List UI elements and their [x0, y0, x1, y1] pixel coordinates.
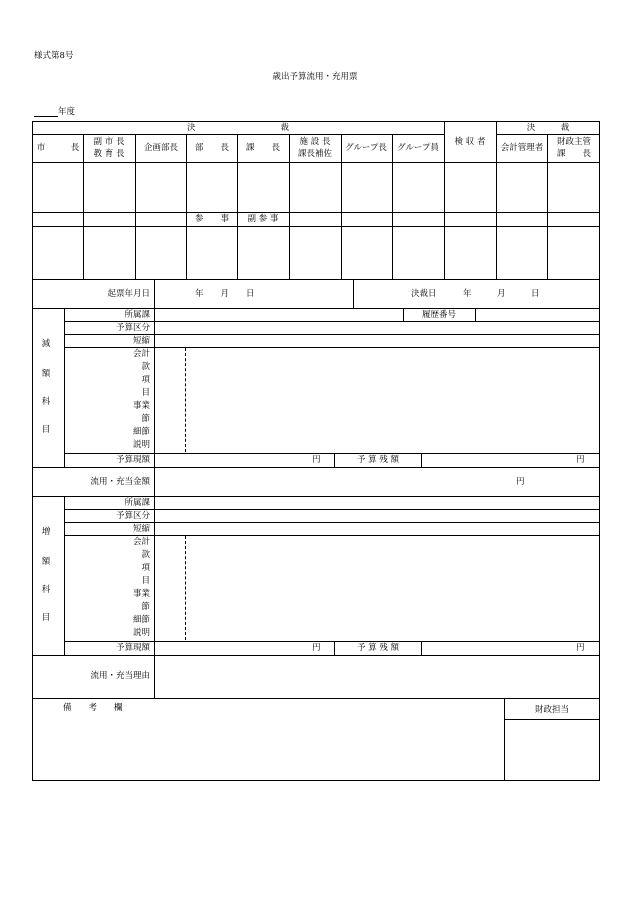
- kihyou-date: 年 月 日: [195, 289, 255, 299]
- decrease-label-4: 目: [41, 425, 51, 435]
- increase-label-3: 科: [41, 585, 51, 595]
- approver-group-chou: グループ長: [345, 143, 387, 153]
- dec-item-setsu: 節: [141, 414, 150, 424]
- inc-zangaku-label: 予 算 残 額: [356, 643, 400, 653]
- zaisei-label: 財政主管: [556, 137, 592, 147]
- form-title: 歳出予算流用・充用票: [272, 72, 358, 82]
- remarks-label: 備 考 欄: [63, 703, 123, 713]
- dec-yen-2: 円: [576, 455, 585, 465]
- transfer-yen: 円: [516, 477, 525, 487]
- kyouikuchou-label: 教 育 長: [93, 149, 125, 159]
- form-number: 様式第8号: [34, 51, 74, 61]
- fukushichou-label: 副 市 長: [93, 137, 125, 147]
- reason-label: 流用・充当理由: [90, 671, 150, 681]
- inc-tanshuku-label: 短縮: [132, 524, 150, 534]
- approver-kaikei: 会計管理者: [500, 143, 544, 153]
- increase-label-1: 増: [41, 527, 51, 537]
- inc-item-setsu: 節: [141, 602, 150, 612]
- inc-shozoku-label: 所属課: [124, 498, 150, 508]
- approver-kikaku-buchou: 企画部長: [143, 143, 179, 153]
- dec-genkai-label: 予算現額: [115, 455, 150, 465]
- dec-yen-1: 円: [312, 455, 321, 465]
- approver-group-in: グループ員: [397, 143, 439, 153]
- approver-fukusanji: 副 参 事: [247, 214, 279, 224]
- approver-fukushichou: [94, 136, 125, 160]
- dec-tanshuku-label: 短縮: [132, 336, 150, 346]
- dec-item-kan: 款: [141, 362, 150, 372]
- dec-item-saisetsu: 細節: [132, 427, 150, 437]
- increase-label-4: 目: [41, 613, 51, 623]
- transfer-amount-label: 流用・充当金額: [90, 477, 150, 487]
- dec-item-moku: 目: [141, 388, 150, 398]
- kessai-date: 年 月 日: [463, 289, 540, 299]
- dec-item-jigyou: 事業: [132, 401, 150, 411]
- approver-shisetsu: [298, 136, 332, 160]
- dec-zangaku-label: 予 算 残 額: [356, 455, 400, 465]
- dec-item-kou: 項: [141, 375, 150, 385]
- zaisei-kachou-label: 課 長: [556, 149, 592, 159]
- inc-item-moku: 目: [141, 576, 150, 586]
- inc-item-jigyou: 事業: [132, 589, 150, 599]
- dec-item-kaikei: 会計: [132, 349, 150, 359]
- inc-item-saisetsu: 細節: [132, 615, 150, 625]
- inc-yen-2: 円: [576, 643, 585, 653]
- fiscal-year-label: 年度: [58, 107, 76, 117]
- kachouhosa-label: 課長補佐: [297, 149, 333, 159]
- kessai-date-label: 決裁日: [411, 289, 437, 299]
- approver-buchou: 部 長: [194, 143, 230, 153]
- inc-yosan-kubun-label: 予算区分: [115, 511, 150, 521]
- inc-genkai-label: 予算現額: [115, 643, 150, 653]
- shisetsuchou-label: 施 設 長: [299, 137, 331, 147]
- approver-kachou: 課 長: [245, 143, 281, 153]
- kihyou-label: 起票年月日: [107, 289, 150, 299]
- kessai-header-left: 決 裁: [186, 123, 290, 133]
- decrease-label-3: 科: [41, 397, 51, 407]
- year-underline: [34, 116, 58, 117]
- decrease-label-2: 額: [41, 369, 51, 379]
- approver-kenshu: 検 収 者: [454, 137, 486, 147]
- inc-item-kaikei: 会計: [132, 537, 150, 547]
- dec-yosan-kubun-label: 予算区分: [115, 323, 150, 333]
- inc-item-setsumei: 説明: [132, 628, 150, 638]
- dec-item-setsumei: 説明: [132, 440, 150, 450]
- approver-shichou: 市 長: [36, 143, 80, 153]
- dec-shozoku-label: 所属課: [124, 310, 150, 320]
- inc-item-kou: 項: [141, 563, 150, 573]
- form-frame: [32, 121, 600, 781]
- dec-rireki-label: 履歴番号: [421, 310, 457, 320]
- approver-sanji: 参 事: [194, 214, 230, 224]
- inc-yen-1: 円: [312, 643, 321, 653]
- approver-zaisei: [557, 136, 591, 160]
- decrease-label-1: 減: [41, 339, 51, 349]
- increase-label-2: 額: [41, 557, 51, 567]
- inc-item-kan: 款: [141, 550, 150, 560]
- kessai-header-right: 決 裁: [526, 123, 570, 133]
- finance-label: 財政担当: [534, 705, 570, 715]
